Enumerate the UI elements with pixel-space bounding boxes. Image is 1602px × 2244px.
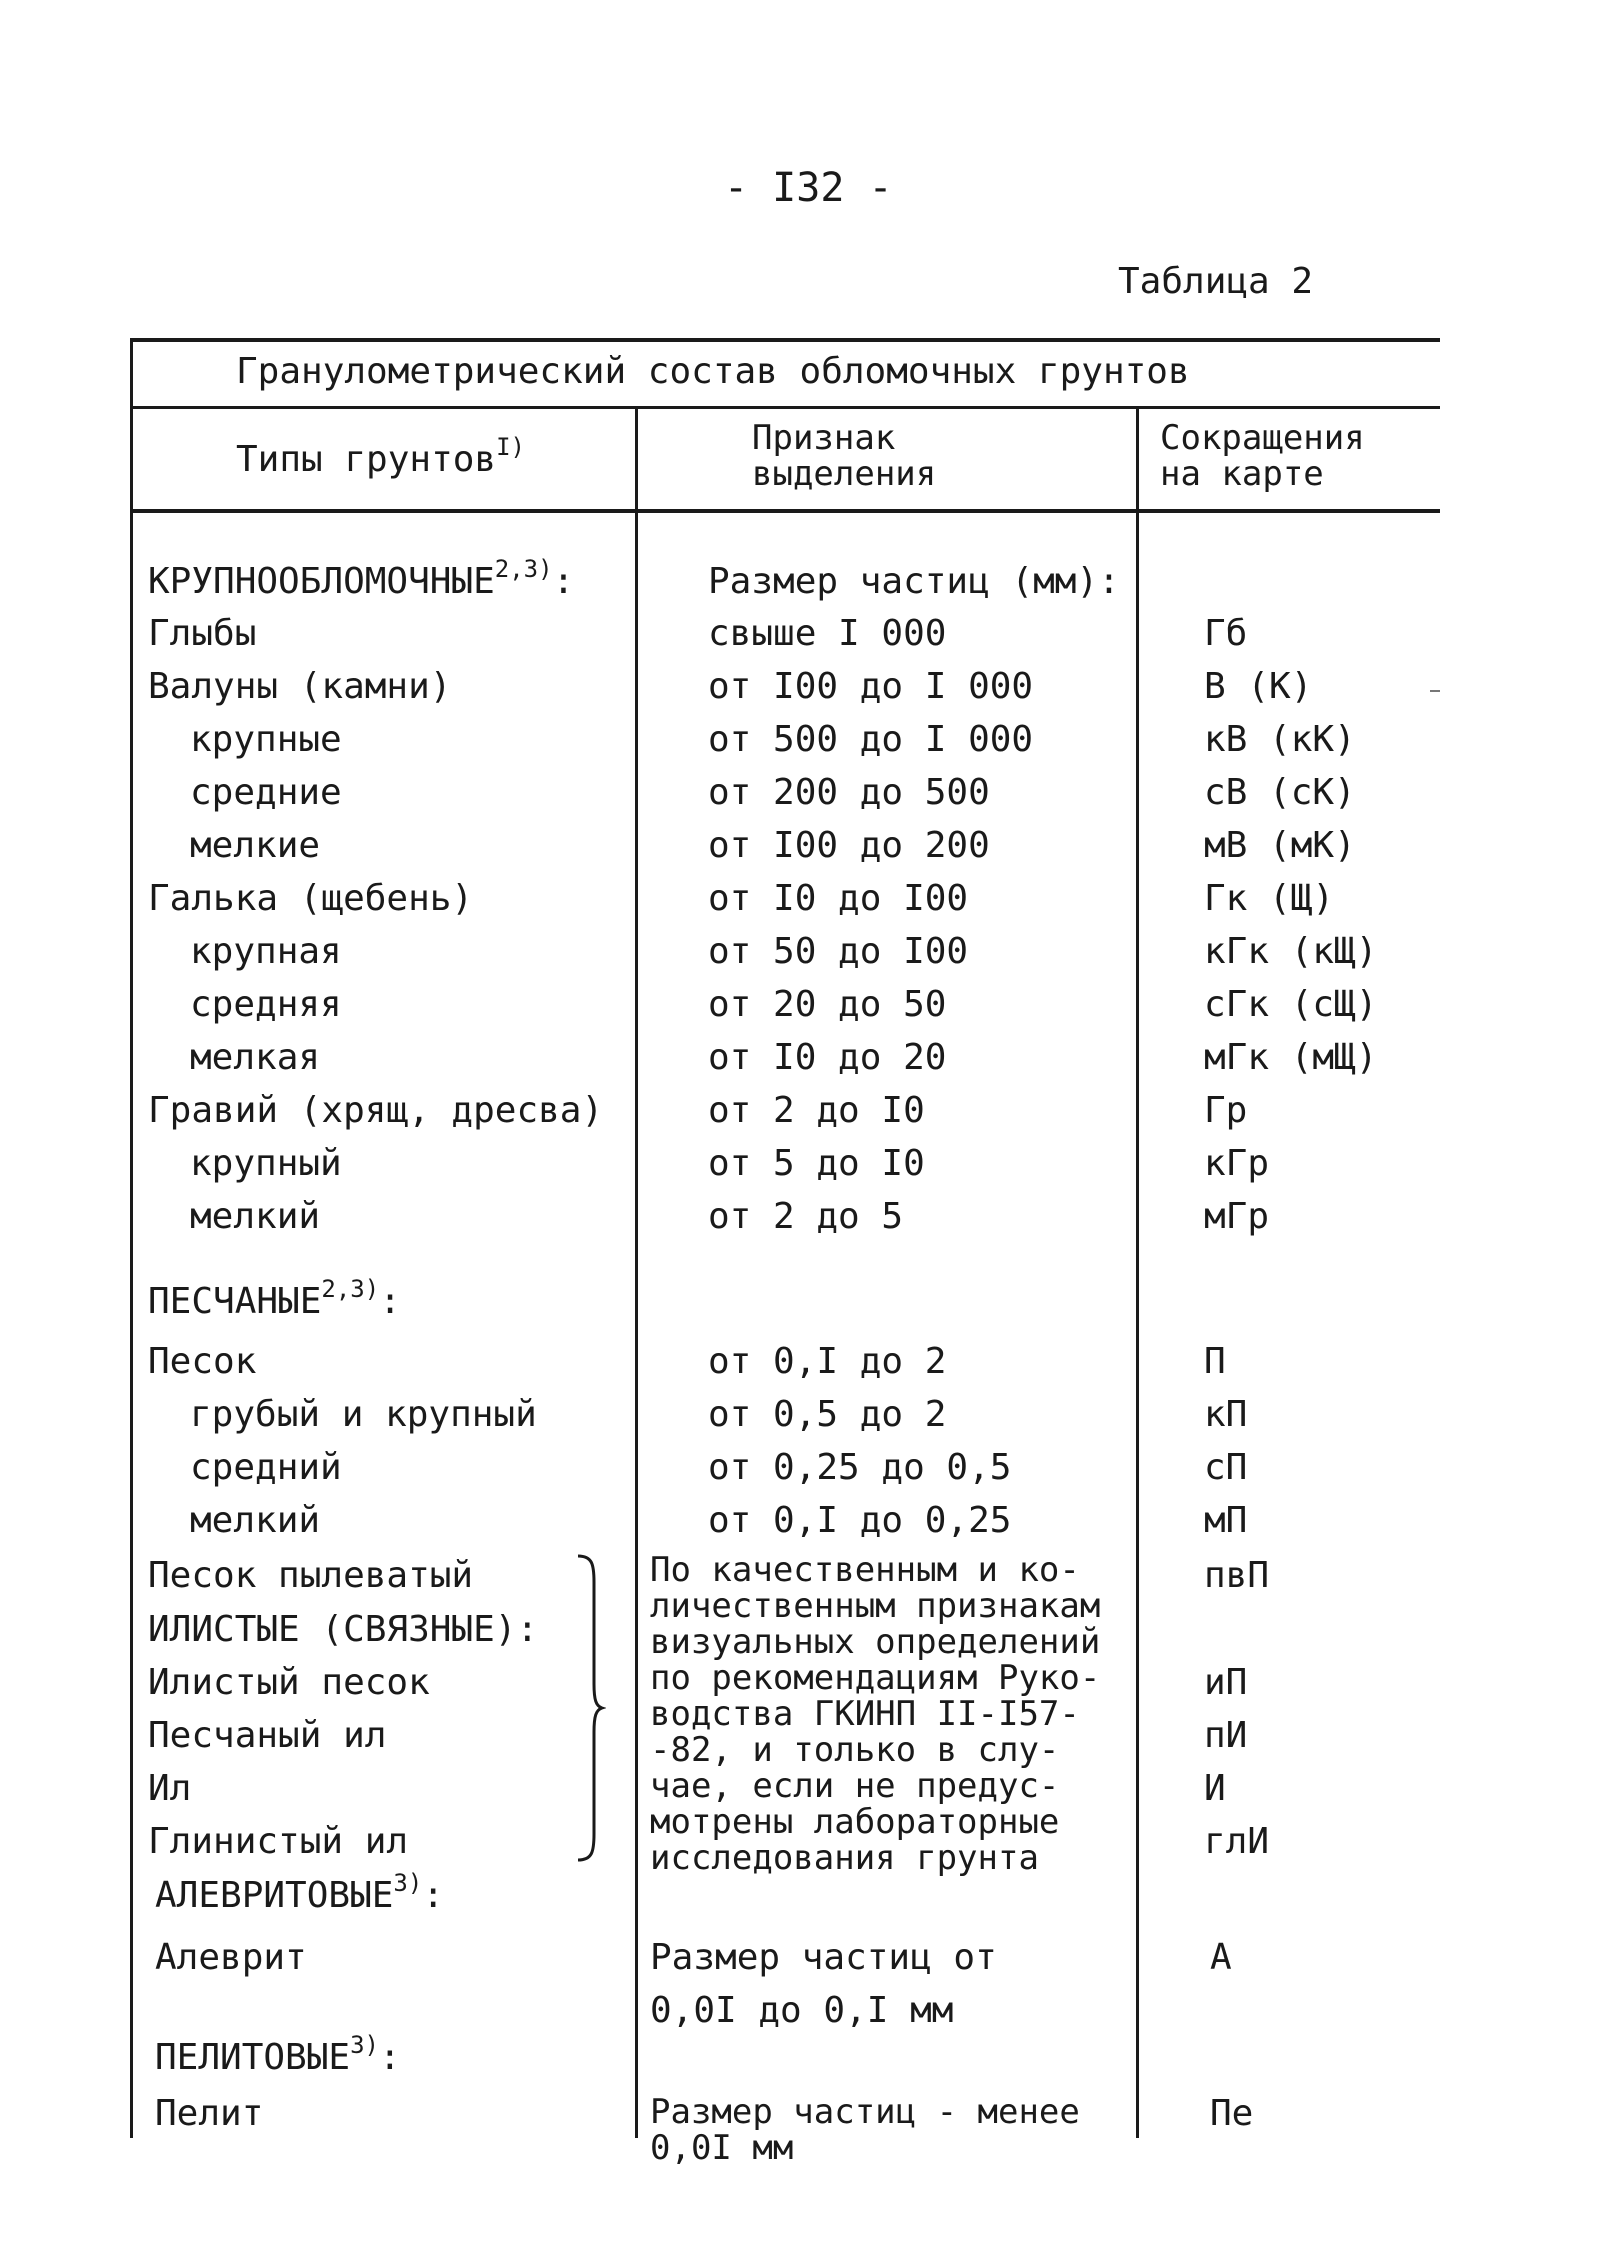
row-abbr: иП bbox=[1204, 1662, 1248, 1703]
row-type: Валуны (камни) bbox=[148, 666, 452, 707]
row-type: Алеврит bbox=[155, 1937, 307, 1978]
row-abbr: И bbox=[1204, 1768, 1226, 1809]
table-label: Таблица 2 bbox=[1118, 261, 1314, 302]
row-size: от 5 до I0 bbox=[708, 1143, 925, 1184]
page-number: - I32 - bbox=[724, 165, 893, 211]
header-types bbox=[236, 433, 525, 483]
row-size: от I00 до 200 bbox=[708, 825, 990, 866]
table-title: Гранулометрический состав обломочных грунтов bbox=[236, 351, 1190, 392]
table-left-border bbox=[130, 338, 133, 2138]
criterion-line: визуальных определений bbox=[650, 1622, 1101, 1662]
criterion-line: 0,0I до 0,I мм bbox=[650, 1990, 954, 2031]
row-size: от 0,25 до 0,5 bbox=[708, 1447, 1012, 1488]
row-abbr: сП bbox=[1204, 1447, 1248, 1488]
row-size: от 0,I до 2 bbox=[708, 1341, 947, 1382]
row-type: грубый и крупный bbox=[190, 1394, 537, 1435]
row-type: крупная bbox=[190, 931, 342, 972]
criterion-line: мотрены лабораторные bbox=[650, 1802, 1060, 1842]
row-abbr: мГк (мЩ) bbox=[1204, 1037, 1378, 1078]
row-abbr: Гк (Щ) bbox=[1204, 878, 1335, 919]
row-abbr: пИ bbox=[1204, 1715, 1248, 1756]
criterion-line: чае, если не предус- bbox=[650, 1766, 1060, 1806]
criterion-line: Размер частиц - менее bbox=[650, 2092, 1080, 2132]
row-size: от I0 до 20 bbox=[708, 1037, 947, 1078]
row-size: от 50 до I00 bbox=[708, 931, 969, 972]
row-type: средняя bbox=[190, 984, 342, 1025]
row-type: мелкий bbox=[190, 1196, 321, 1237]
title-rule bbox=[130, 406, 1440, 409]
margin-mark bbox=[1430, 690, 1440, 692]
section-aleurite-title: АЛЕВРИТОВЫЕ$^{3)}$: bbox=[155, 1869, 445, 1916]
right-brace bbox=[572, 1552, 606, 1864]
row-size: от 0,I до 0,25 bbox=[708, 1500, 1012, 1541]
table-top-rule bbox=[130, 338, 1440, 342]
row-type: мелкие bbox=[190, 825, 321, 866]
row-size: свыше I 000 bbox=[708, 613, 947, 654]
row-type: Ил bbox=[148, 1768, 192, 1809]
criterion-line: Размер частиц от bbox=[650, 1937, 997, 1978]
row-abbr: Пе bbox=[1210, 2093, 1254, 2134]
row-abbr: Гр bbox=[1204, 1090, 1248, 1131]
header-types-label: Типы грунтов bbox=[236, 439, 497, 480]
header-rule bbox=[130, 509, 1440, 513]
row-abbr: А bbox=[1210, 1937, 1232, 1978]
column-divider-1 bbox=[635, 406, 638, 2138]
row-type: Песчаный ил bbox=[148, 1715, 387, 1756]
row-abbr: сГк (сЩ) bbox=[1204, 984, 1378, 1025]
row-abbr: кП bbox=[1204, 1394, 1248, 1435]
row-type: Галька (щебень) bbox=[148, 878, 474, 919]
header-abbr-line1: Сокращения bbox=[1160, 418, 1365, 458]
row-type: Песок пылеватый bbox=[148, 1555, 474, 1596]
section-sandy-title: ПЕСЧАНЫЕ$^{2,3)}$: bbox=[148, 1275, 401, 1322]
row-size: от 2 до I0 bbox=[708, 1090, 925, 1131]
criterion-line: исследования грунта bbox=[650, 1838, 1039, 1878]
criterion-line: 0,0I мм bbox=[650, 2128, 794, 2168]
row-type: Глыбы bbox=[148, 613, 257, 654]
row-abbr: В (К) bbox=[1204, 666, 1313, 707]
row-abbr: кГк (кЩ) bbox=[1204, 931, 1378, 972]
criterion-line: -82, и только в слу- bbox=[650, 1730, 1060, 1770]
coarse-criterion: Размер частиц (мм): bbox=[708, 561, 1120, 602]
column-divider-2 bbox=[1136, 406, 1139, 2138]
header-types-footnote: I) bbox=[496, 433, 525, 461]
row-abbr: П bbox=[1204, 1341, 1226, 1382]
row-abbr: кГр bbox=[1204, 1143, 1270, 1184]
row-type: крупные bbox=[190, 719, 342, 760]
row-abbr: мГр bbox=[1204, 1196, 1270, 1237]
row-abbr: глИ bbox=[1204, 1821, 1270, 1862]
row-type: средние bbox=[190, 772, 342, 813]
row-size: от 0,5 до 2 bbox=[708, 1394, 947, 1435]
row-type: средний bbox=[190, 1447, 342, 1488]
criterion-line: личественным признакам bbox=[650, 1586, 1101, 1626]
row-abbr: мП bbox=[1204, 1500, 1248, 1541]
header-abbr-line2: на карте bbox=[1160, 454, 1324, 494]
row-type: Илистый песок bbox=[148, 1662, 430, 1703]
row-size: от 500 до I 000 bbox=[708, 719, 1034, 760]
row-abbr: сВ (сК) bbox=[1204, 772, 1356, 813]
row-type: ИЛИСТЫЕ (СВЯЗНЫЕ): bbox=[148, 1609, 539, 1650]
criterion-line: водства ГКИНП II-I57- bbox=[650, 1694, 1080, 1734]
row-size: от I0 до I00 bbox=[708, 878, 969, 919]
row-type: Пелит bbox=[155, 2093, 264, 2134]
criterion-line: По качественным и ко- bbox=[650, 1550, 1080, 1590]
row-type: мелкая bbox=[190, 1037, 321, 1078]
section-coarse-title: КРУПНООБЛОМОЧНЫЕ$^{2,3)}$: bbox=[148, 555, 575, 602]
row-size: от 200 до 500 bbox=[708, 772, 990, 813]
row-type: Песок bbox=[148, 1341, 257, 1382]
criterion-line: по рекомендациям Руко- bbox=[650, 1658, 1101, 1698]
row-abbr: мВ (мК) bbox=[1204, 825, 1356, 866]
row-abbr: кВ (кК) bbox=[1204, 719, 1356, 760]
section-pelite-title: ПЕЛИТОВЫЕ$^{3)}$: bbox=[155, 2031, 401, 2078]
row-abbr: Гб bbox=[1204, 613, 1248, 654]
row-type: крупный bbox=[190, 1143, 342, 1184]
row-type: Гравий (хрящ, дресва) bbox=[148, 1090, 604, 1131]
header-criterion-line1: Признак bbox=[752, 418, 896, 458]
row-size: от 20 до 50 bbox=[708, 984, 947, 1025]
header-criterion-line2: выделения bbox=[752, 454, 937, 494]
row-size: от 2 до 5 bbox=[708, 1196, 904, 1237]
row-type: Глинистый ил bbox=[148, 1821, 409, 1862]
row-abbr: пвП bbox=[1204, 1555, 1270, 1596]
row-type: мелкий bbox=[190, 1500, 321, 1541]
row-size: от I00 до I 000 bbox=[708, 666, 1034, 707]
